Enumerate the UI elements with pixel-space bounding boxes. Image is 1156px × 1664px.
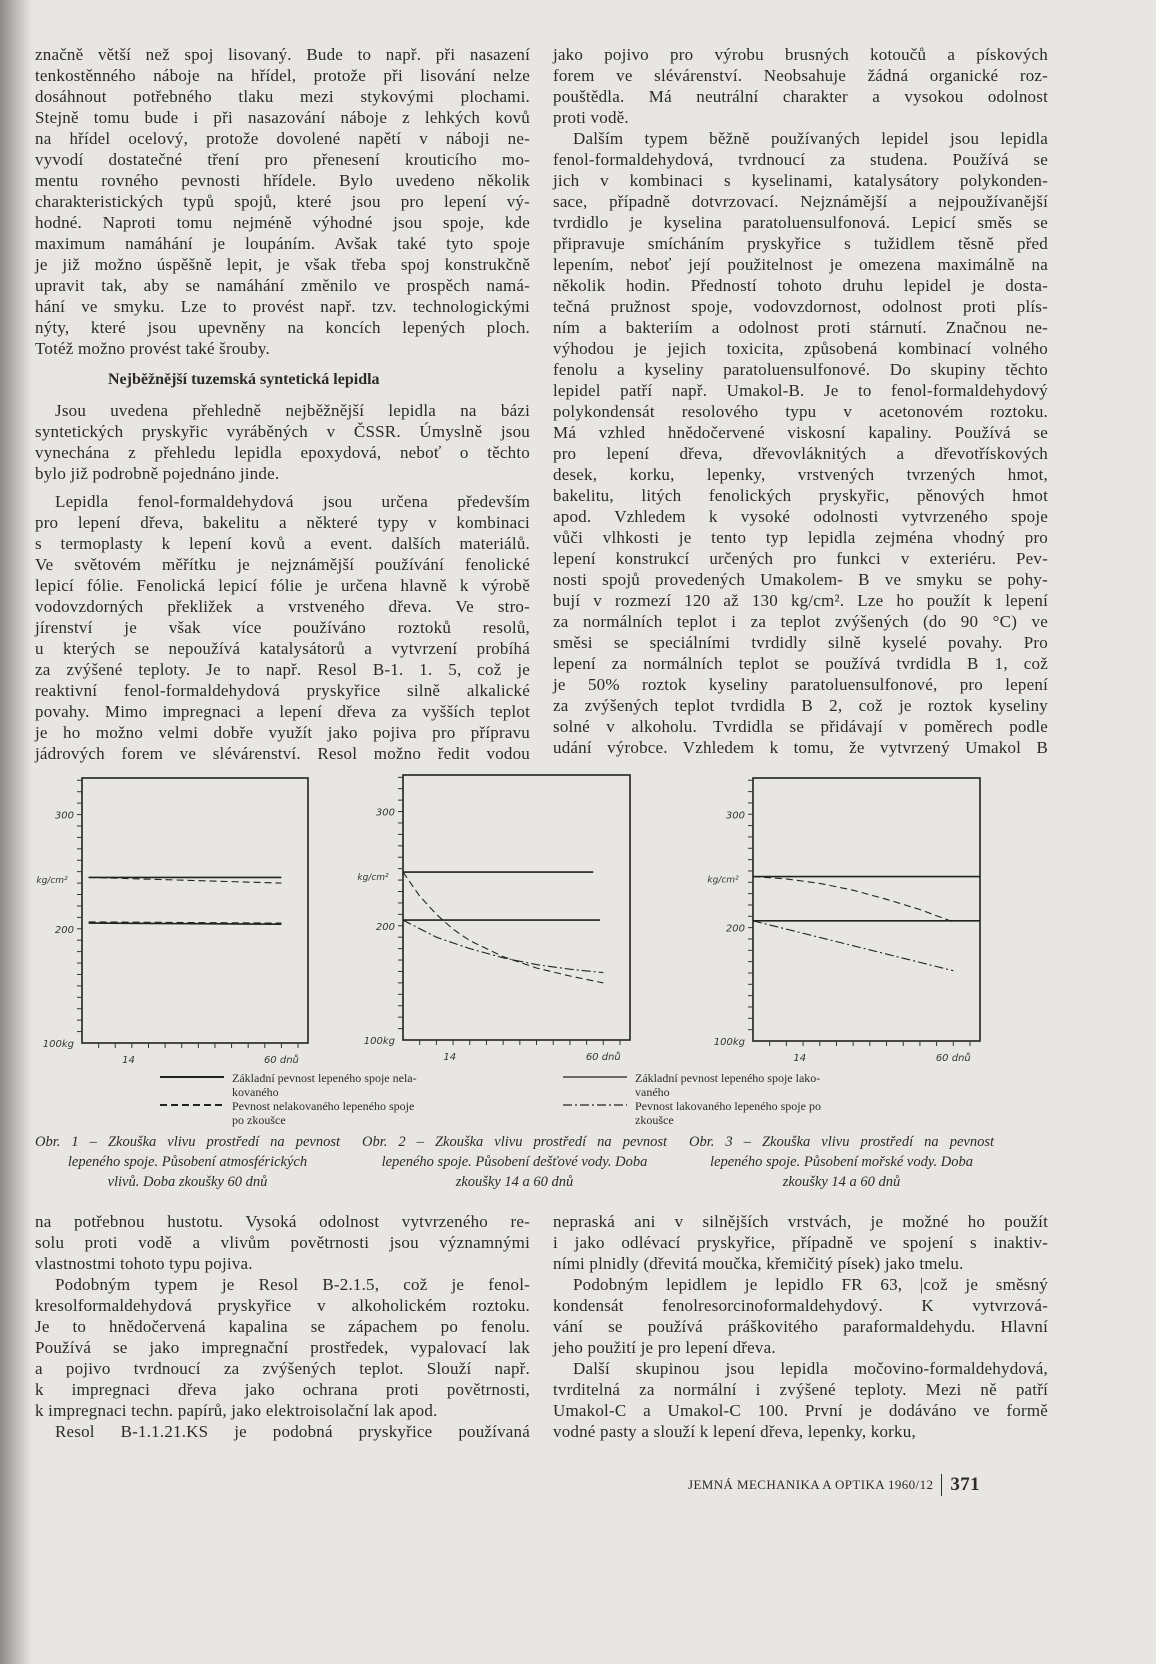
text-line: hání ve smyku. Lze to provést např. tzv. technologickými bbox=[35, 297, 530, 316]
text-line: Jsou uvedena přehledně nejběžnější lepidla na bázi bbox=[55, 401, 530, 420]
text-line: tvrditelná za normální i zvýšené teploty. Mezi ně patří bbox=[553, 1380, 1048, 1399]
text-line: syntetických pryskyřic vyráběných v ČSSR. Úmyslně jsou bbox=[35, 422, 530, 441]
text-line: bylo již podrobně pojednáno jinde. bbox=[35, 464, 280, 483]
caption-line: zkoušky 14 a 60 dnů bbox=[782, 1174, 901, 1190]
text-line: lepením, neboť její použitelnost je omezena maximálně na bbox=[553, 255, 1048, 274]
text-line: bakelitu, litých fenolických pryskyřic, pěnových hmot bbox=[553, 486, 1048, 505]
text-line: lepicí fólie. Fenolická lepicí fólie je určena hlavně k výrobě bbox=[35, 576, 530, 595]
text-line: jich v kombinaci s kyselinami, katalysátory polykonden- bbox=[553, 171, 1048, 190]
text-line: hodné. Naproti tomu nejméně výhodné jsou spoje, kde bbox=[35, 213, 530, 232]
text-line: maximum namáhání je loupáním. Avšak také tyto spoje bbox=[35, 234, 530, 253]
text-line: je 50% roztok kyseliny paratoluensulfonové, pro lepení bbox=[553, 675, 1048, 694]
text-line: na hřídel ocelový, protože dovolené napětí v náboji ne- bbox=[35, 129, 530, 148]
legend-text-line: po zkoušce bbox=[232, 1113, 286, 1127]
caption-line: lepeného spoje. Působení dešťové vody. Doba bbox=[381, 1154, 648, 1170]
caption-line: lepeného spoje. Působení mořské vody. Doba bbox=[710, 1154, 973, 1170]
caption-line: Obr. 2 – Zkouška vlivu prostředí na pevnost bbox=[362, 1134, 667, 1150]
text-line: povahy. Mimo impregnaci a lepení dřeva za vyšších teplot bbox=[35, 702, 530, 721]
legend-line-swatch bbox=[563, 1103, 627, 1107]
text-line: solné v alkoholu. Tvrdidla se přidávají v poměrech podle bbox=[553, 717, 1048, 736]
text-line: nýty, které jsou upevněny na koncích lepených ploch. bbox=[35, 318, 530, 337]
legend-text-line: vaného bbox=[635, 1085, 670, 1099]
text-line: vodné pasty a slouží k lepení dřeva, lepenky, korku, bbox=[553, 1422, 916, 1441]
text-line: proti vodě. bbox=[553, 108, 629, 127]
chart-3 bbox=[707, 778, 980, 1064]
y-axis-label: kg/cm² bbox=[36, 876, 68, 887]
text-line: i jako odlévací pryskyřice, případně ve spojení s inaktiv- bbox=[553, 1233, 1048, 1252]
y-tick-label: 100kg bbox=[363, 1036, 395, 1047]
chart-1 bbox=[36, 778, 308, 1066]
text-line: Další skupinou jsou lepidla močovino-formaldehydová, bbox=[573, 1359, 1048, 1378]
text-line: Totéž možno provést také šrouby. bbox=[35, 339, 270, 358]
text-line: Umakol-C a Umakol-C 100. První je dodáváno ve formě bbox=[553, 1401, 1048, 1420]
legend-text-line: zkoušce bbox=[635, 1113, 674, 1127]
text-line: pro lepení dřeva, bakelitu a některé typy v kombinaci bbox=[35, 513, 530, 532]
text-line: pouštědla. Má neutrální charakter a vysokou odolnost bbox=[553, 87, 1048, 106]
x-tick-label: 14 bbox=[443, 1052, 457, 1063]
caption-line: zkoušky 14 a 60 dnů bbox=[455, 1174, 574, 1190]
series-line-dashed-upper bbox=[89, 877, 282, 883]
legend-line-swatch bbox=[563, 1075, 627, 1079]
text-line: Stejně tomu bude i při nasazování náboje z lehkých kovů bbox=[35, 108, 530, 127]
text-line: fenolu a kyseliny paratoluensulfonové. Do skupiny těchto bbox=[553, 360, 1048, 379]
footer-divider bbox=[941, 1474, 942, 1496]
text-line: jeho použití je pro lepení dřeva. bbox=[553, 1338, 776, 1357]
legend-text-line: Pevnost nelakovaného lepeného spoje bbox=[232, 1099, 415, 1113]
text-line: Podobným typem je Resol B-2.1.5, což je fenol- bbox=[55, 1275, 530, 1294]
legend-left bbox=[160, 1071, 480, 1127]
series-line-dashed-upper bbox=[403, 872, 603, 983]
text-line: tvrdidlo je kyselina paratoluensulfonová. Lepicí směs se bbox=[553, 213, 1048, 232]
text-line: vůči vlhkosti je tento typ lepidla zejména vhodný pro bbox=[553, 528, 1048, 547]
legend-item bbox=[160, 1071, 480, 1099]
x-tick-label: 14 bbox=[122, 1055, 135, 1066]
text-line: za zvýšené teploty. Je to např. Resol B-1. 1. 5, což je bbox=[35, 660, 530, 679]
text-line: dosáhnout potřebného tlaku mezi stykovými plochami. bbox=[35, 87, 530, 106]
legend-text bbox=[635, 1099, 821, 1127]
y-tick-label: 300 bbox=[375, 807, 395, 819]
text-line: připravuje smícháním pryskyřice s tužidlem těsně před bbox=[553, 234, 1048, 253]
text-line: Ve světovém měřítku je nejznámější používání fenolické bbox=[35, 555, 530, 574]
y-tick-label: 100kg bbox=[42, 1039, 74, 1050]
text-line: výhodou je jejich toxicita, způsobená kombinací volného bbox=[553, 339, 1048, 358]
text-line: za normálních teplot i za teplot zvýšených (do 90 °C) ve bbox=[553, 612, 1048, 631]
journal-name: JEMNÁ MECHANIKA A OPTIKA 1960/12 bbox=[688, 1477, 934, 1492]
text-line: fenol-formaldehydová, tvrdnoucí za studena. Používá se bbox=[553, 150, 1048, 169]
text-line: jádrových forem ve slévárenství. Resol možno ředit vodou bbox=[35, 744, 530, 763]
y-tick-label: 300 bbox=[54, 810, 74, 822]
legend-text-line: Základní pevnost lepeného spoje lako- bbox=[635, 1071, 821, 1085]
text-line: Podobným lepidlem je lepidlo FR 63, |což je směsný bbox=[573, 1275, 1048, 1294]
text-line: nepraská ani v silnějších vrstvách, je možné ho použít bbox=[553, 1212, 1048, 1231]
legend-text bbox=[232, 1099, 414, 1127]
text-line: lepidel patří např. Umakol-B. Je to fenol-formaldehydový bbox=[553, 381, 1048, 400]
figure-caption-2 bbox=[362, 1132, 667, 1192]
chart-frame bbox=[753, 778, 980, 1041]
right-column-bottom-text bbox=[553, 1211, 1048, 1442]
legend-item bbox=[563, 1099, 883, 1127]
text-line: vání se používá práškovitého paraformaldehydu. Hlavní bbox=[553, 1317, 1048, 1336]
legend-text-line: kovaného bbox=[232, 1085, 279, 1099]
page-footer bbox=[688, 1474, 980, 1496]
y-tick-label: 200 bbox=[725, 923, 745, 935]
text-line: Používá se jako impregnační prostředek, vypalovací lak bbox=[35, 1338, 530, 1357]
y-tick-label: 100kg bbox=[713, 1037, 745, 1048]
legend-item bbox=[160, 1099, 480, 1127]
x-tick-label: 14 bbox=[793, 1053, 807, 1064]
text-line: sace, případně dotvrzovací. Nejznámější a nejpoužívanější bbox=[553, 192, 1048, 211]
text-line: polykondensát resolového typu v acetonovém roztoku. bbox=[553, 402, 1048, 421]
left-column-bottom-text bbox=[35, 1211, 530, 1442]
text-line: k impregnaci dřeva jako ochrana proti povětrnosti, bbox=[35, 1380, 530, 1399]
text-line: mentu rovného pevnosti hřídele. Bylo uvedeno několik bbox=[35, 171, 530, 190]
text-line: apod. Vzhledem k vysoké odolnosti vytvrzeného spoje bbox=[553, 507, 1048, 526]
text-line: lepení za normálních teplot se používá tvrdidla B 1, což bbox=[553, 654, 1048, 673]
legend-text bbox=[232, 1071, 417, 1099]
text-line: směsi se speciálními tvrdidly silně kyselé povahy. Pro bbox=[553, 633, 1048, 652]
page-number: 371 bbox=[950, 1474, 981, 1495]
x-tick-label: 60 dnů bbox=[935, 1053, 971, 1064]
series-line-dashed-lower bbox=[403, 920, 603, 973]
figure-caption-3 bbox=[689, 1132, 994, 1192]
text-line: forem ve slévárenství. Neobsahuje žádná organické roz- bbox=[553, 66, 1048, 85]
text-line: kresolformaldehydová pryskyřice v alkoholickém roztoku. bbox=[35, 1296, 530, 1315]
chart-2 bbox=[357, 775, 630, 1063]
text-line: Je to hnědočervená kapalina se zápachem po fenolu. bbox=[35, 1317, 530, 1336]
text-line: Resol B-1.1.21.KS je podobná pryskyřice používaná bbox=[55, 1422, 530, 1441]
legend-item bbox=[563, 1071, 883, 1099]
text-line: je již možno úspěšně lepit, je však třeba spoj konstrukčně bbox=[35, 255, 530, 274]
text-line: na potřebnou hustotu. Vysoká odolnost vytvrzeného re- bbox=[35, 1212, 530, 1231]
text-line: charakteristických typů spojů, které jsou pro lepení vý- bbox=[35, 192, 530, 211]
text-line: vyvodí dostatečné tření pro přenesení krouticího mo- bbox=[35, 150, 530, 169]
text-line: několik hodin. Předností tohoto druhu lepidel je dosta- bbox=[553, 276, 1048, 295]
text-line: upravit tak, aby se namáhání změnilo ve prospěch namá- bbox=[35, 276, 530, 295]
text-line: s termoplasty k lepení kovů a event. dalších materiálů. bbox=[35, 534, 530, 553]
text-line: pro lepení dřeva, dřevovláknitých a dřevotřískových bbox=[553, 444, 1048, 463]
legend-text-line: Základní pevnost lepeného spoje nela- bbox=[232, 1071, 417, 1085]
y-axis-label: kg/cm² bbox=[707, 875, 739, 886]
text-line: jírenství je však více používáno roztoků resolů, bbox=[35, 618, 530, 637]
text-line: ními plnidly (dřevitá moučka, křemičitý písek) jako tmelu. bbox=[553, 1254, 964, 1273]
text-line: Lepidla fenol-formaldehydová jsou určena především bbox=[55, 492, 530, 511]
y-axis-label: kg/cm² bbox=[357, 873, 389, 884]
x-tick-label: 60 dnů bbox=[263, 1055, 299, 1066]
figure-caption-1 bbox=[35, 1132, 340, 1192]
text-line: reaktivní fenol-formaldehydová pryskyřice silně alkalické bbox=[35, 681, 530, 700]
legend-right bbox=[563, 1071, 883, 1127]
text-line: Dalším typem běžně používaných lepidel jsou lepidla bbox=[573, 129, 1048, 148]
text-line: a pojivo tvrdnoucí za zvýšených teplot. Slouží např. bbox=[35, 1359, 530, 1378]
chart-frame bbox=[82, 778, 308, 1043]
legend-text bbox=[635, 1071, 820, 1099]
text-line: vodovzdorných překližek a vrstveného dřeva. Ve stro- bbox=[35, 597, 530, 616]
text-line: nosti spojů provedených Umakolem- B ve smyku se pohy- bbox=[553, 570, 1048, 589]
text-line: bují v rozmezí 120 až 130 kg/cm². Lze ho použít k lepení bbox=[553, 591, 1048, 610]
y-tick-label: 200 bbox=[375, 921, 395, 933]
y-tick-label: 200 bbox=[54, 924, 74, 936]
text-line: k impregnaci techn. papírů, jako elektroisolační lak apod. bbox=[35, 1401, 438, 1420]
text-line: vynechána z přehledu lepidla epoxydová, neboť o těchto bbox=[35, 443, 530, 462]
legend-line-swatch bbox=[160, 1075, 224, 1079]
text-line: kondensát fenolresorcinoformaldehydový. K vytvrzová- bbox=[553, 1296, 1048, 1315]
caption-line: Obr. 1 – Zkouška vlivu prostředí na pevnost bbox=[35, 1134, 340, 1150]
legend-text-line: Pevnost lakovaného lepeného spoje po bbox=[635, 1099, 821, 1113]
text-line: tenkostěnného náboje na hřídel, protože při lisování nelze bbox=[35, 66, 530, 85]
text-line: solu proti vodě a vlivům povětrnosti jsou významnými bbox=[35, 1233, 530, 1252]
text-line: je ho možno velmi dobře využít jako pojiva pro přípravu bbox=[35, 723, 530, 742]
text-line: tečná pružnost spoje, vodovzdornost, odolnost proti plís- bbox=[553, 297, 1048, 316]
text-line: vlastnostmi tohoto typu pojiva. bbox=[35, 1254, 253, 1273]
series-line-dashed-lower bbox=[753, 921, 953, 971]
text-line: značně větší než spoj lisovaný. Bude to např. při nasazení bbox=[35, 45, 530, 64]
text-line: Má vzhled hnědočervené viskosní kapaliny. Používá se bbox=[553, 423, 1048, 442]
caption-line: Obr. 3 – Zkouška vlivu prostředí na pevnost bbox=[689, 1134, 994, 1150]
caption-line: lepeného spoje. Působení atmosférických bbox=[67, 1154, 308, 1170]
text-line: za zvýšených teplot tvrdidla B 2, což je roztok kyseliny bbox=[553, 696, 1048, 715]
text-line: udání výrobce. Vzhledem k tomu, že vytvrzený Umakol B bbox=[553, 738, 1048, 757]
chart-frame bbox=[403, 775, 630, 1040]
text-line: u kterých se nepoužívá katalysátorů a vytvrzení probíhá bbox=[35, 639, 530, 658]
x-tick-label: 60 dnů bbox=[585, 1052, 621, 1063]
text-line: jako pojivo pro výrobu brusných kotoučů a pískových bbox=[553, 45, 1048, 64]
text-line: desek, korku, lepenky, vrstvených tvrzených hmot, bbox=[553, 465, 1048, 484]
series-line-dashed-upper bbox=[753, 877, 953, 922]
caption-line: vlivů. Doba zkoušky 60 dnů bbox=[107, 1174, 268, 1190]
text-line: lepení konstrukcí určených pro funkci v exteriéru. Pev- bbox=[553, 549, 1048, 568]
section-heading: Nejběžnější tuzemská syntetická lepidla bbox=[108, 371, 380, 388]
text-line: ním a bakteriím a odolnost proti stárnutí. Značnou ne- bbox=[553, 318, 1048, 337]
legend-line-swatch bbox=[160, 1103, 224, 1107]
y-tick-label: 300 bbox=[725, 810, 745, 822]
series-line-solid-lower bbox=[89, 923, 282, 924]
